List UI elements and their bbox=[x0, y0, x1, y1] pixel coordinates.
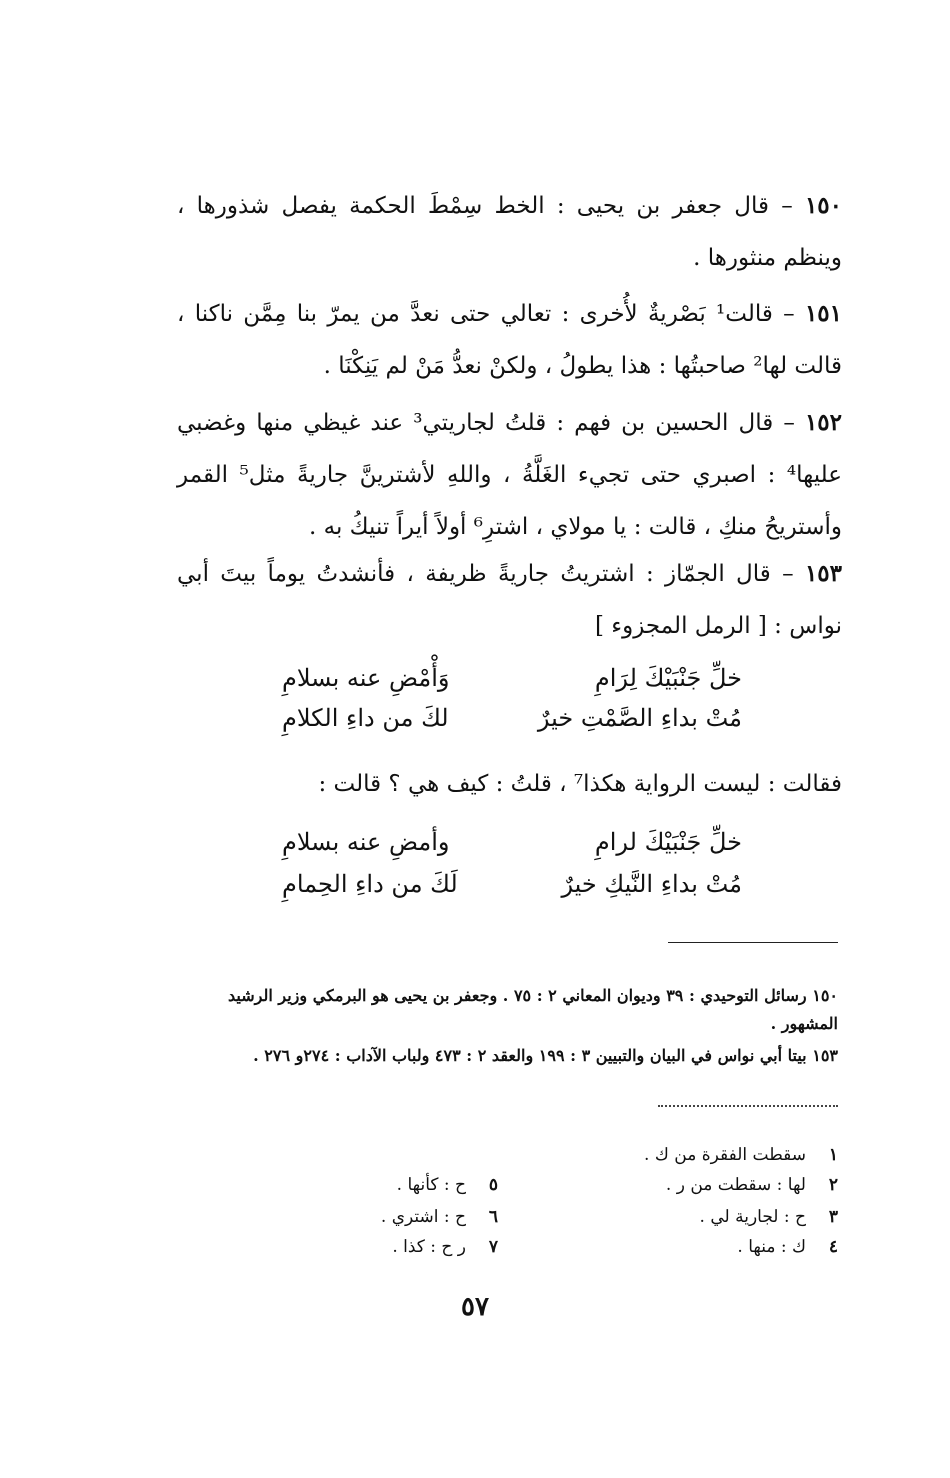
variant-number: ٦ bbox=[488, 1207, 498, 1227]
paragraph-text: – قال جعفر بن يحيى : الخط سِمْطَ الحكمة يفصل شذورها ، وينظم منثورها . bbox=[177, 193, 842, 271]
paragraph-150 bbox=[177, 180, 842, 284]
variant-note bbox=[644, 1140, 838, 1170]
variant-note bbox=[737, 1232, 838, 1262]
paragraph-text: – قالت¹ بَصْريةٌ لأُخرى : تعالي حتى نعدَّ من يمرّ بنا مِمَّن ناكنا ، قالت لها² صاحبتُها : هذا يطولُ ، ولكنْ نعدُّ مَنْ لم يَنِكْنَا . bbox=[177, 301, 842, 379]
verse-line bbox=[282, 658, 742, 698]
variant-number: ٣ bbox=[828, 1207, 838, 1227]
verse-line bbox=[282, 864, 742, 904]
verse-second-hemistich: وَأْمْضِ عنه بسلامِ bbox=[282, 664, 450, 692]
variant-number: ٢ bbox=[828, 1175, 838, 1195]
footnote-separator bbox=[668, 942, 838, 943]
paragraph-number: ١٥١ bbox=[804, 300, 842, 327]
paragraph-number: ١٥٣ bbox=[804, 560, 842, 587]
narrative-line: فقالت : ليست الرواية هكذا⁷ ، قلتُ : كيف هي ؟ قالت : bbox=[318, 771, 842, 797]
paragraph-152 bbox=[177, 397, 842, 553]
footnote-number: ١٥٠ bbox=[812, 986, 838, 1005]
variant-text: ح : لجارية لي . bbox=[699, 1207, 806, 1227]
variant-note bbox=[700, 1202, 838, 1232]
verse-line bbox=[282, 698, 742, 738]
paragraph-text: – قال الحسين بن فهم : قلتُ لجاريتي³ عند غيظي منها وغضبي عليها⁴ : اصبري حتى تجيء الغَلَّةُ ، واللهِ لأشترينَّ جاريةً مثل⁵ القمر وأستريحُ منكِ ، قالت : يا مولاي ، اشترِ⁶ أولاً أيراً تنيكُ به . bbox=[177, 410, 842, 540]
footnote-number: ١٥٣ bbox=[812, 1046, 838, 1065]
footnote-text: بيتا أبي نواس في البيان والتبيين ٣ : ١٩٩ والعقد ٢ : ٤٧٣ ولباب الآداب : ٢٧٤و ٢٧٦ . bbox=[253, 1046, 807, 1065]
verse-line bbox=[282, 822, 742, 862]
variant-number: ٧ bbox=[488, 1237, 498, 1257]
verse-second-hemistich: لكَ من داءِ الكلامِ bbox=[282, 704, 449, 732]
footnote-150 bbox=[188, 982, 838, 1038]
verse-first-hemistich: خلِّ جَنْبَيْكَ لرامِ bbox=[594, 828, 742, 856]
variant-text: لها : سقطت من ر . bbox=[665, 1175, 806, 1195]
footnote-text: رسائل التوحيدي : ٣٩ وديوان المعاني ٢ : ٧٥ . وجعفر بن يحيى هو البرمكي وزير الرشيد المشهور . bbox=[228, 986, 838, 1033]
variants-separator bbox=[658, 1105, 838, 1107]
verse-second-hemistich: لَكَ من داءِ الحِمامِ bbox=[282, 870, 458, 898]
paragraph-number: ١٥٠ bbox=[804, 192, 842, 219]
paragraph-number: ١٥٢ bbox=[804, 409, 842, 436]
variant-note bbox=[666, 1170, 838, 1200]
verse-first-hemistich: مُتْ بداءِ الصَّمْتِ خيرٌ bbox=[537, 704, 742, 732]
verse-first-hemistich: خلِّ جَنْبَيْكَ لِرَامِ bbox=[594, 664, 742, 692]
verse-first-hemistich: مُتْ بداءِ النَّيكِ خيرٌ bbox=[561, 870, 742, 898]
variant-number: ٥ bbox=[488, 1175, 498, 1195]
paragraph-151 bbox=[177, 288, 842, 392]
variant-note bbox=[397, 1170, 498, 1200]
variant-text: ح : اشتري . bbox=[380, 1207, 466, 1227]
variant-text: سقطت الفقرة من ك . bbox=[644, 1145, 806, 1165]
variant-text: ح : كأنها . bbox=[396, 1175, 466, 1195]
variant-text: ك : منها . bbox=[737, 1237, 806, 1257]
footnote-153 bbox=[188, 1042, 838, 1070]
paragraph-153 bbox=[177, 548, 842, 652]
variant-number: ٤ bbox=[828, 1237, 838, 1257]
variant-text: ر ح : كذا . bbox=[392, 1237, 466, 1257]
variant-note bbox=[392, 1232, 498, 1262]
paragraph-text: – قال الجمّاز : اشتريتُ جاريةً ظريفة ، فأنشدتُ يوماً بيتَ أبي نواس : [ الرمل المجزوء ] bbox=[177, 561, 842, 639]
variant-note bbox=[381, 1202, 498, 1232]
variant-number: ١ bbox=[828, 1145, 838, 1165]
page-number: ٥٧ bbox=[461, 1292, 489, 1322]
verse-second-hemistich: وأمضِ عنه بسلامِ bbox=[282, 828, 450, 856]
